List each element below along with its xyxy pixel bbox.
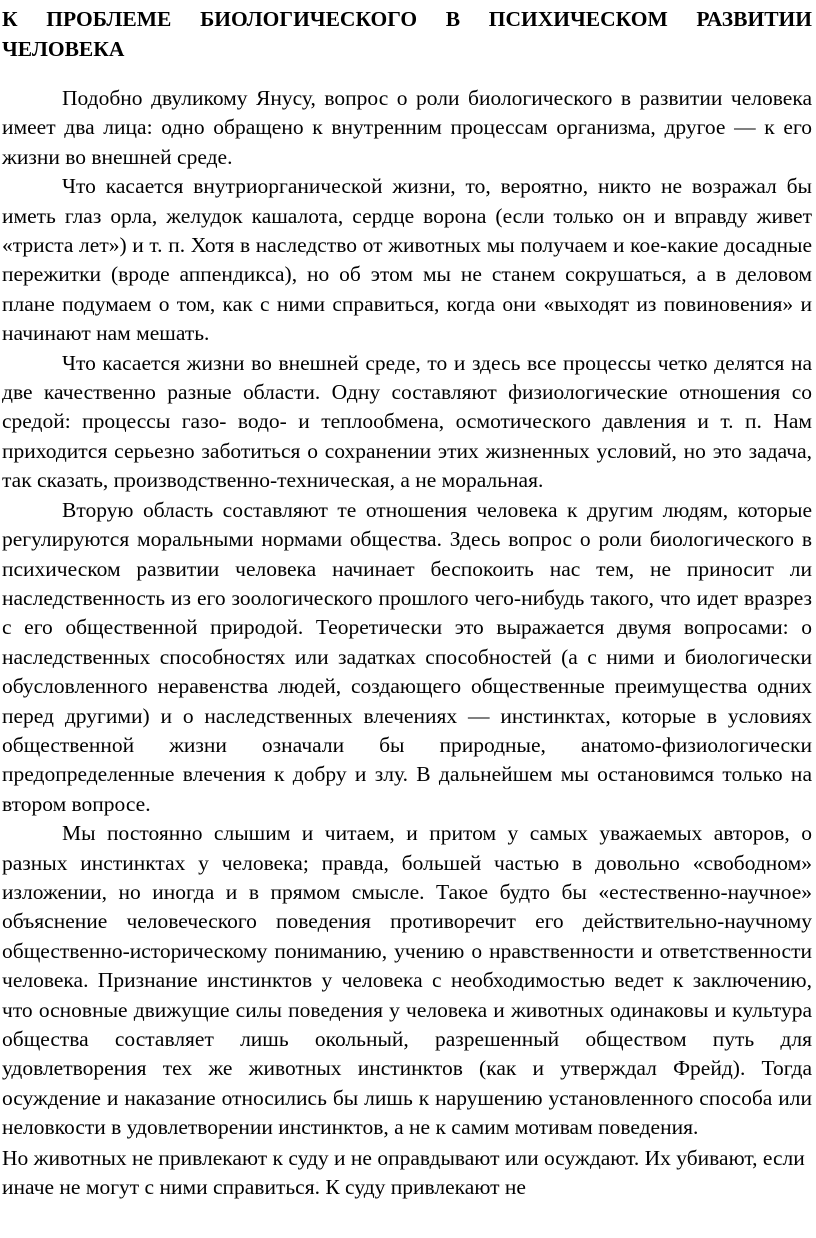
paragraph: Что касается жизни во внешней среде, то и здесь все процессы четко делятся на две качественно разные области. Одну составляют физиологические отношения со средой: процессы газо- водо- и теплообмена, осмотического давления и т. п. Нам приходится серьезно заботиться о сохранении этих жизненных условий, но это задача, так сказать, производственно-техническая, а не моральная.	[2, 350, 812, 493]
document-body	[2, 84, 812, 1202]
paragraph: Но животных не привлекают к суду и не оправдывают или осуждают. Их убивают, если иначе не могут с ними справиться. К суду привлекают не	[2, 1145, 805, 1200]
paragraph: Подобно двуликому Янусу, вопрос о роли биологического в развитии человека имеет два лица: одно обращено к внутренним процессам организма, другое — к его жизни во внешней среде.	[2, 86, 812, 169]
document-title: К ПРОБЛЕМЕ БИОЛОГИЧЕСКОГО В ПСИХИЧЕСКОМ РАЗВИТИИ ЧЕЛОВЕКА	[2, 7, 812, 61]
paragraph: Мы постоянно слышим и читаем, и притом у самых уважаемых авторов, о разных инстинктах у человека; правда, большей частью в довольно «свободном» изложении, но иногда и в прямом смысле. Такое будто бы «естественно-научное» объяснение человеческого поведения противоречит его действительно-научному общественно-историческому пониманию, учению о нравственности и ответственности человека. Признание инстинктов у человека с необходимостью ведет к заключению, что основные движущие силы поведения у человека и животных одинаковы и культура общества составляет лишь окольный, разрешенный обществом путь для удовлетворения тех же животных инстинктов (как и утверждал Фрейд). Тогда осуждение и наказание относились бы лишь к нарушению установленного способа или неловкости в удовлетворении инстинктов, а не к самим мотивам поведения.	[2, 821, 812, 1140]
paragraph: Что касается внутриорганической жизни, то, вероятно, никто не возражал бы иметь глаз орла, желудок кашалота, сердце ворона (если только он и вправду живет «триста лет») и т. п. Хотя в наследство от животных мы получаем и кое-какие досадные пережитки (вроде аппендикса), но об этом мы не станем сокрушаться, а в деловом плане подумаем о том, как с ними справиться, когда они «выходят из повиновения» и начинают нам мешать.	[2, 174, 812, 346]
paragraph: Вторую область составляют те отношения человека к другим людям, которые регулируются моральными нормами общества. Здесь вопрос о роли биологического в психическом развитии человека начинает беспокоить нас тем, не приносит ли наследственность из его зоологического прошлого чего-нибудь такого, что идет вразрез с его общественной природой. Теоретически это выражается двумя вопросами: о наследственных способностях или задатках способностей (а с ними и биологически обусловленного неравенства людей, создающего общественные преимущества одних перед другими) и о наследственных влечениях — инстинктах, которые в условиях общественной жизни означали бы природные, анатомо-физиологически предопределенные влечения к добру и злу. В дальнейшем мы остановимся только на втором вопросе.	[2, 497, 812, 816]
